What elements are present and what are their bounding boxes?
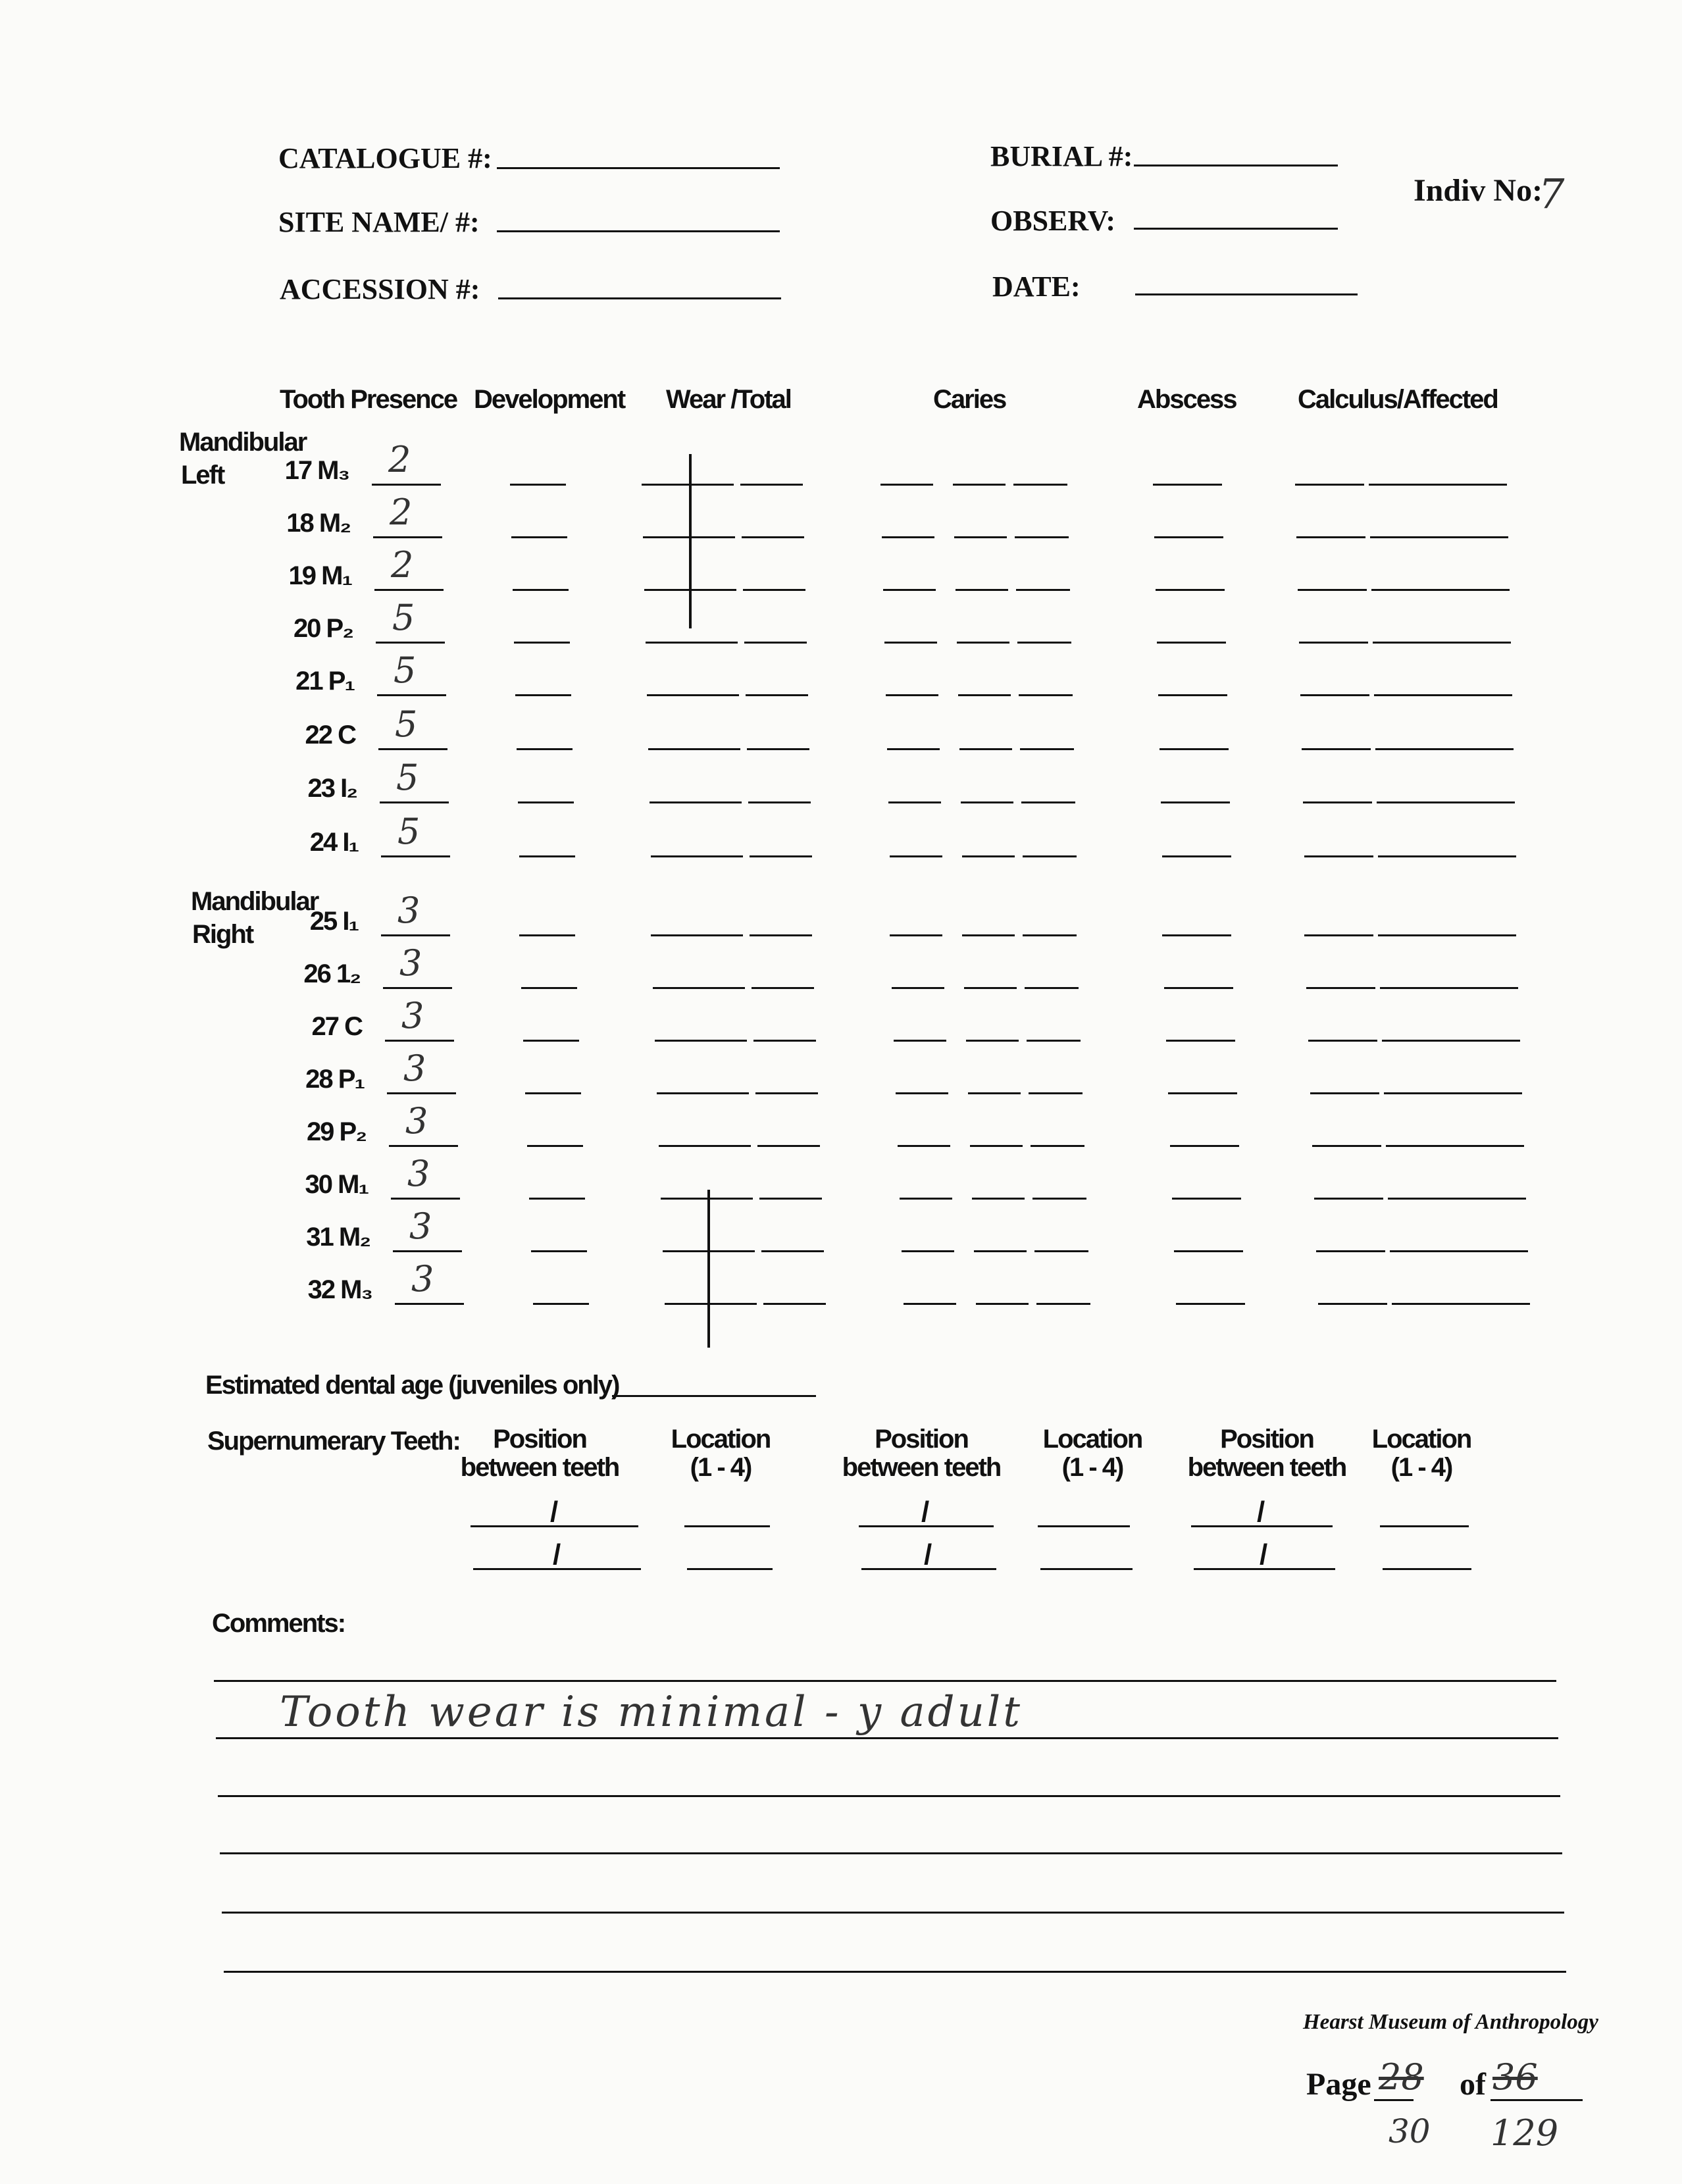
position-header: Position [493,1425,586,1454]
calculus-field[interactable] [1312,1145,1381,1147]
caries-field-3[interactable] [1013,484,1067,486]
caries-field-2[interactable] [972,1198,1025,1200]
calculus-field[interactable] [1306,987,1375,989]
total-field[interactable] [755,1092,818,1094]
col-calculus-affected: Calculus/Affected [1298,385,1498,414]
calculus-field[interactable] [1296,536,1365,538]
calculus-field[interactable] [1302,748,1371,750]
caries-field-3[interactable] [1021,801,1075,803]
abscess-field[interactable] [1157,642,1226,644]
location-header: Location [1371,1425,1471,1454]
development-field[interactable] [515,694,571,696]
calculus-field[interactable] [1308,1040,1377,1042]
comment-line[interactable] [216,1737,1558,1739]
caries-field-2[interactable] [953,484,1006,486]
section-mandibular-left-2: Left [181,461,224,490]
development-field[interactable] [510,484,566,486]
col-abscess: Abscess [1137,385,1236,414]
affected-field[interactable] [1375,748,1514,750]
caries-field-1[interactable] [880,484,933,486]
affected-field[interactable] [1386,1145,1524,1147]
abscess-field[interactable] [1154,536,1223,538]
tooth-presence-value[interactable]: 3 [403,1048,426,1089]
caries-field-1[interactable] [888,801,941,803]
affected-field[interactable] [1392,1303,1530,1305]
caries-field-3[interactable] [1032,1198,1086,1200]
accession-label: ACCESSION #: [280,273,480,305]
tooth-label: 32 M₃ [307,1275,372,1304]
caries-field-1[interactable] [894,1040,946,1042]
wear-field[interactable] [659,1145,751,1147]
site-name-label: SITE NAME/ #: [278,206,480,238]
calculus-field[interactable] [1316,1250,1385,1252]
calculus-field[interactable] [1298,589,1367,591]
tooth-label: 27 C [311,1012,362,1041]
total-field[interactable] [744,642,807,644]
abscess-field[interactable] [1170,1145,1239,1147]
slash-divider: / [553,1538,561,1571]
slash-divider: / [924,1538,932,1571]
development-field[interactable] [519,855,575,857]
supernumerary-location-field[interactable] [684,1525,770,1527]
comments-text[interactable]: Tooth wear is minimal - y adult [280,1688,1023,1737]
wear-divider [689,454,692,628]
calculus-field[interactable] [1310,1092,1379,1094]
tooth-label: 18 M₂ [286,509,350,538]
wear-field[interactable] [655,1040,747,1042]
caries-field-2[interactable] [958,694,1011,696]
comment-line[interactable] [220,1852,1562,1854]
caries-field-2[interactable] [962,855,1015,857]
tooth-presence-field[interactable] [393,1250,462,1252]
abscess-field[interactable] [1153,484,1222,486]
slash-divider: / [1257,1496,1265,1528]
tooth-label: 21 P₁ [295,667,354,696]
abscess-field[interactable] [1162,934,1231,936]
caries-field-3[interactable] [1023,855,1077,857]
tooth-presence-value[interactable]: 3 [411,1258,434,1300]
tooth-presence-value[interactable]: 5 [392,597,415,638]
development-field[interactable] [513,589,569,591]
development-field[interactable] [517,748,573,750]
tooth-label: 25 I₁ [309,907,358,936]
caries-field-1[interactable] [900,1198,952,1200]
tooth-presence-field[interactable] [376,642,445,644]
tooth-presence-field[interactable] [374,589,444,591]
caries-field-1[interactable] [904,1303,956,1305]
abscess-field[interactable] [1162,855,1231,857]
caries-field-3[interactable] [1019,694,1073,696]
wear-field[interactable] [653,987,745,989]
of-label: of [1460,2067,1486,2102]
tooth-presence-field[interactable] [387,1092,456,1094]
slash-divider: / [921,1496,930,1528]
position-header: Position [1220,1425,1313,1454]
calculus-field[interactable] [1299,642,1368,644]
affected-field[interactable] [1382,1040,1520,1042]
tooth-label: 31 M₂ [306,1223,370,1252]
tooth-presence-field[interactable] [395,1303,464,1305]
comment-line[interactable] [214,1680,1556,1682]
calculus-field[interactable] [1300,694,1369,696]
section-mandibular-left-1: Mandibular [179,428,307,457]
tooth-presence-value[interactable]: 5 [396,757,419,798]
catalogue-field[interactable] [497,167,780,169]
total-field[interactable] [747,748,809,750]
development-field[interactable] [533,1303,589,1305]
museum-name: Hearst Museum of Anthropology [1303,2010,1598,2034]
calculus-field[interactable] [1304,855,1373,857]
tooth-presence-value[interactable]: 5 [397,811,420,852]
caries-field-3[interactable] [1016,589,1070,591]
tooth-presence-value[interactable]: 5 [395,703,418,745]
tooth-presence-field[interactable] [383,987,452,989]
abscess-field[interactable] [1161,801,1230,803]
affected-field[interactable] [1369,484,1507,486]
caries-field-2[interactable] [964,987,1017,989]
burial-label: BURIAL #: [990,140,1133,172]
accession-field[interactable] [498,297,781,299]
total-field[interactable] [748,801,811,803]
wear-field[interactable] [647,694,739,696]
col-tooth-presence: Tooth Presence [280,385,457,414]
affected-field[interactable] [1388,1198,1526,1200]
tooth-presence-value[interactable]: 3 [407,1153,430,1194]
tooth-label: 19 M₁ [288,561,351,590]
total-field[interactable] [761,1250,824,1252]
caries-field-1[interactable] [892,987,944,989]
wear-divider [707,1190,710,1348]
abscess-field[interactable] [1166,1040,1235,1042]
section-mandibular-right-1: Mandibular [191,887,319,916]
of-number-corrected: 129 [1491,2112,1559,2154]
tooth-presence-value[interactable]: 3 [397,890,420,931]
position-header: between teeth [1187,1453,1346,1482]
tooth-label: 28 P₁ [305,1065,364,1094]
tooth-presence-value[interactable]: 3 [401,995,424,1036]
wear-field[interactable] [651,855,743,857]
tooth-presence-value[interactable]: 5 [394,649,417,691]
estimated-age-label: Estimated dental age (juveniles only) [205,1371,619,1400]
catalogue-label: CATALOGUE #: [278,142,492,174]
total-field[interactable] [742,536,804,538]
tooth-label: 30 M₁ [305,1170,368,1199]
affected-field[interactable] [1370,536,1508,538]
site-name-field[interactable] [497,230,780,232]
affected-field[interactable] [1373,642,1511,644]
caries-field-3[interactable] [1031,1145,1084,1147]
total-field[interactable] [757,1145,820,1147]
calculus-field[interactable] [1295,484,1364,486]
calculus-field[interactable] [1303,801,1372,803]
tooth-label: 22 C [305,721,355,749]
caries-field-1[interactable] [887,748,940,750]
calculus-field[interactable] [1318,1303,1387,1305]
date-field[interactable] [1135,293,1358,295]
caries-field-2[interactable] [970,1145,1023,1147]
caries-field-1[interactable] [902,1250,954,1252]
affected-field[interactable] [1377,801,1515,803]
development-field[interactable] [527,1145,583,1147]
wear-field[interactable] [657,1092,749,1094]
tooth-presence-field[interactable] [381,855,450,857]
affected-field[interactable] [1380,987,1518,989]
affected-field[interactable] [1384,1092,1522,1094]
tooth-presence-field[interactable] [373,536,442,538]
caries-field-1[interactable] [890,934,942,936]
tooth-presence-field[interactable] [391,1198,460,1200]
development-field[interactable] [525,1092,581,1094]
wear-field[interactable] [651,934,743,936]
total-field[interactable] [743,589,805,591]
observ-field[interactable] [1134,228,1338,230]
development-field[interactable] [523,1040,579,1042]
caries-field-1[interactable] [882,536,934,538]
caries-field-2[interactable] [957,642,1009,644]
wear-field[interactable] [642,484,734,486]
location-header: Location [1042,1425,1142,1454]
tooth-presence-value[interactable]: 2 [391,544,414,586]
abscess-field[interactable] [1174,1250,1243,1252]
location-header: (1 - 4) [690,1453,752,1482]
abscess-field[interactable] [1172,1198,1241,1200]
caries-field-1[interactable] [898,1145,950,1147]
development-field[interactable] [529,1198,585,1200]
caries-field-1[interactable] [884,642,937,644]
wear-field[interactable] [648,748,740,750]
tooth-presence-field[interactable] [385,1040,454,1042]
indiv-label: Indiv No: [1414,173,1543,208]
wear-field[interactable] [661,1198,753,1200]
of-number: 36 [1492,2056,1538,2098]
total-field[interactable] [753,1040,816,1042]
affected-field[interactable] [1378,855,1516,857]
affected-field[interactable] [1378,934,1516,936]
supernumerary-location-field[interactable] [687,1568,773,1570]
slash-divider: / [550,1496,559,1528]
development-field[interactable] [521,987,577,989]
abscess-field[interactable] [1160,748,1229,750]
caries-field-3[interactable] [1023,934,1077,936]
tooth-presence-value[interactable]: 3 [405,1100,428,1142]
comments-label: Comments: [212,1609,345,1638]
location-header: (1 - 4) [1061,1453,1123,1482]
col-development: Development [474,385,625,414]
position-header: between teeth [460,1453,619,1482]
supernumerary-location-field[interactable] [1040,1568,1133,1570]
caries-field-3[interactable] [1020,748,1074,750]
tooth-label: 26 1₂ [303,959,360,988]
total-field[interactable] [763,1303,826,1305]
page-number: 28 [1379,2056,1424,2098]
burial-field[interactable] [1134,165,1338,166]
observ-label: OBSERV: [990,205,1116,237]
location-header: Location [671,1425,771,1454]
tooth-presence-field[interactable] [389,1145,458,1147]
abscess-field[interactable] [1176,1303,1245,1305]
wear-field[interactable] [650,801,742,803]
caries-field-2[interactable] [976,1303,1029,1305]
development-field[interactable] [511,536,567,538]
abscess-field[interactable] [1158,694,1227,696]
affected-field[interactable] [1374,694,1512,696]
calculus-field[interactable] [1314,1198,1383,1200]
page-label: Page [1306,2067,1371,2102]
indiv-value: 7 [1539,170,1565,218]
caries-field-3[interactable] [1017,642,1071,644]
location-header: (1 - 4) [1390,1453,1452,1482]
caries-field-1[interactable] [886,694,938,696]
wear-field[interactable] [646,642,738,644]
development-field[interactable] [519,934,575,936]
caries-field-1[interactable] [883,589,936,591]
date-label: DATE: [992,270,1081,303]
caries-field-2[interactable] [954,536,1007,538]
col-caries: Caries [933,385,1006,414]
caries-field-3[interactable] [1029,1092,1083,1094]
caries-field-2[interactable] [961,801,1013,803]
page-underline [1374,2099,1414,2101]
caries-field-2[interactable] [962,934,1015,936]
tooth-label: 23 I₂ [307,774,357,803]
caries-field-3[interactable] [1034,1250,1088,1252]
comment-line[interactable] [224,1971,1566,1973]
tooth-label: 17 M₃ [284,456,349,485]
total-field[interactable] [750,934,812,936]
caries-field-3[interactable] [1027,1040,1081,1042]
col-wear-total: Wear /Total [666,385,791,414]
tooth-presence-field[interactable] [380,801,449,803]
tooth-presence-value[interactable]: 3 [399,942,422,984]
tooth-label: 24 I₁ [309,828,358,857]
calculus-field[interactable] [1304,934,1373,936]
caries-field-3[interactable] [1025,987,1079,989]
development-field[interactable] [514,642,570,644]
comment-line[interactable] [218,1795,1560,1797]
tooth-presence-value[interactable]: 2 [390,492,413,533]
affected-field[interactable] [1371,589,1510,591]
supernumerary-label: Supernumerary Teeth: [207,1427,460,1456]
tooth-presence-field[interactable] [381,934,450,936]
estimated-age-field[interactable] [612,1395,816,1397]
development-field[interactable] [531,1250,587,1252]
caries-field-2[interactable] [959,748,1012,750]
comment-line[interactable] [222,1912,1564,1914]
position-header: between teeth [842,1453,1001,1482]
supernumerary-location-field[interactable] [1383,1568,1471,1570]
total-field[interactable] [752,987,814,989]
caries-field-2[interactable] [956,589,1008,591]
abscess-field[interactable] [1164,987,1233,989]
total-field[interactable] [759,1198,822,1200]
tooth-presence-value[interactable]: 2 [388,439,411,480]
tooth-presence-field[interactable] [378,748,447,750]
supernumerary-location-field[interactable] [1380,1525,1469,1527]
position-header: Position [875,1425,968,1454]
wear-field[interactable] [665,1303,757,1305]
caries-field-1[interactable] [890,855,942,857]
development-field[interactable] [518,801,574,803]
caries-field-2[interactable] [974,1250,1027,1252]
caries-field-2[interactable] [966,1040,1019,1042]
abscess-field[interactable] [1168,1092,1237,1094]
total-field[interactable] [740,484,803,486]
page-number-corrected: 30 [1389,2112,1431,2150]
tooth-label: 29 P₂ [306,1117,366,1146]
slash-divider: / [1260,1538,1268,1571]
section-mandibular-right-2: Right [192,920,253,949]
total-field[interactable] [746,694,808,696]
affected-field[interactable] [1390,1250,1528,1252]
caries-field-3[interactable] [1015,536,1069,538]
of-underline [1491,2099,1583,2101]
caries-field-3[interactable] [1036,1303,1090,1305]
tooth-label: 20 P₂ [293,614,353,643]
caries-field-1[interactable] [896,1092,948,1094]
supernumerary-location-field[interactable] [1038,1525,1130,1527]
tooth-presence-field[interactable] [372,484,441,486]
abscess-field[interactable] [1156,589,1225,591]
tooth-presence-value[interactable]: 3 [409,1206,432,1247]
caries-field-2[interactable] [968,1092,1021,1094]
total-field[interactable] [750,855,812,857]
tooth-presence-field[interactable] [377,694,446,696]
